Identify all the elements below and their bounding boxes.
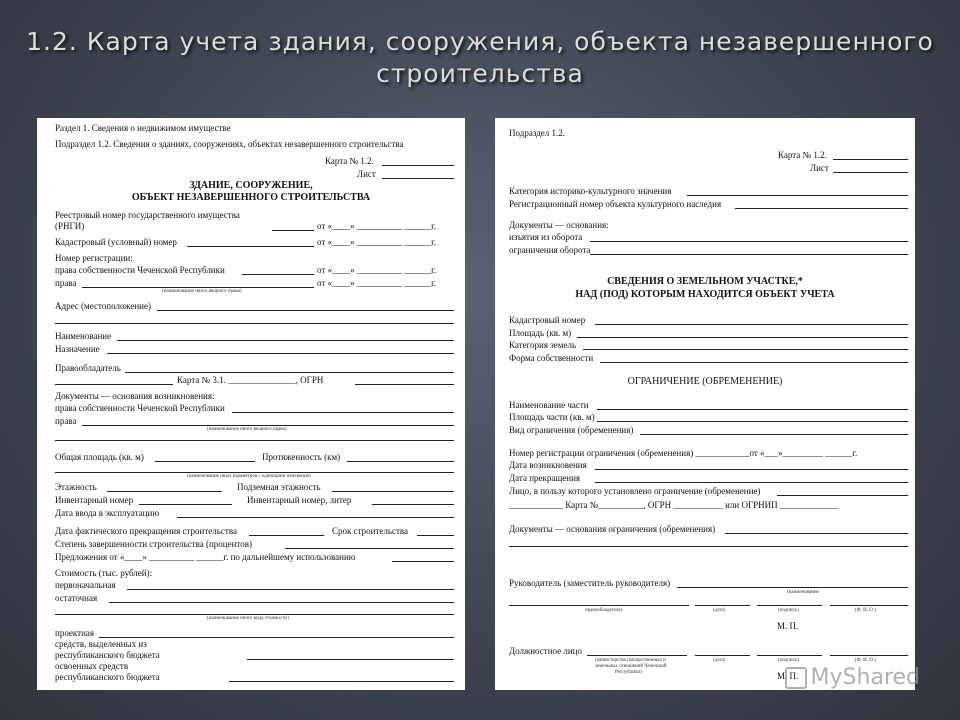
field-note: Республики) [615,670,642,675]
docs-right: права [55,416,77,426]
field-note: (Ф. И. О.) [855,658,876,663]
withdrawal-label: изъятия из оборота [509,232,583,242]
card-ogrn: Карта № 3.1. _______________, ОГРН [177,375,324,385]
doc-heading-1: ЗДАНИЕ, СООРУЖЕНИЕ, [189,180,313,191]
subsection-label: Подраздел 1.2. [509,128,566,138]
field-note: земельных отношений Чеченской [595,664,667,669]
build-period-label: Срок строительства [332,526,409,536]
heritage-category-label: Категория историко-культурного значения [509,186,672,196]
part-name-label: Наименование части [509,400,589,410]
proposals-label: Предложения от «____» __________ ______г. по дальнейшему использованию [55,552,356,562]
restriction-label: ограничения оборота [509,245,591,255]
commissioning-label: Дата ввода в эксплуатацию [55,508,160,518]
slide-title: 1.2. Карта учета здания, сооружения, объекта незавершенного строительства [26,27,934,88]
field-note: (наименование [787,590,819,595]
purpose-label: Назначение [55,344,100,354]
address-label: Адрес (местоположение) [55,301,151,311]
field-note: (Ф. И. О.) [855,608,876,613]
funds-label: средств, выделенных из [55,639,147,649]
head-label: Руководитель (заместитель руководителя) [509,578,671,588]
initial-cost-label: первоначальная [55,580,116,590]
inv-letter-label: Инвентарный номер, литер [247,495,352,505]
funds-label: республиканского бюджета [55,650,160,660]
end-date-label: Дата прекращения [509,473,581,483]
field-note: (наименование иного вещного права) [207,427,287,432]
subsection-label: Подраздел 1.2. Сведения о зданиях, сооружениях, объектах незавершенного строительства [55,139,404,149]
presentation-icon [785,667,807,689]
floors-label: Этажность [55,482,97,492]
watermark-logo [785,665,920,690]
document-page-left [37,118,465,690]
length-label: Протяженность (км) [262,452,341,462]
sheet-label: Лист [810,163,829,173]
field-note: (наименование иных параметров с единицами измерения) [187,474,311,479]
land-category-label: Категория земель [509,340,577,350]
card-ogrn: ____________ Карта №__________, ОГРН ___________ или ОГРНИП _____________ [509,500,839,510]
start-date-label: Дата возникновения [509,460,587,470]
registration-label: Номер регистрации: [55,253,133,263]
completion-label: Степень завершенности строительства (процентов) [55,539,252,549]
card-number: Карта № 1.2. [778,150,827,160]
stamp-place: М. П. [777,621,799,631]
funds-label: республиканского бюджета [55,672,160,682]
card-number: Карта № 1.2. [325,156,374,166]
land-ownership-label: Форма собственности [509,353,594,363]
official-label: Должностное лицо [509,646,582,656]
stamp-place: М. П. [777,671,799,681]
field-note: (наименование иного вещного права) [162,289,242,294]
total-area-label: Общая площадь (кв. м) [55,452,144,462]
field-note: (дата) [713,658,726,663]
reg-number-label: Реестровый номер государственного имущества [55,210,240,220]
field-note: (подпись) [778,658,799,663]
cadastral-label: Кадастровый (условный) номер [55,237,177,247]
residual-cost-label: остаточная [55,593,98,603]
encumbrance-heading: ОГРАНИЧЕНИЕ (ОБРЕМЕНЕНИЕ) [627,376,783,387]
date-field: от «____» __________ ______г. [317,221,436,231]
sheet-label: Лист [357,169,376,179]
name-label: Наименование [55,331,112,341]
land-cadastral-label: Кадастровый номер [509,315,586,325]
right-chechen-label: права собственности Чеченской Республики [55,265,225,275]
date-field: от «____» __________ ______г. [317,265,436,275]
section-label: Раздел 1. Сведения о недвижимом имуществе [55,123,231,133]
design-cost-label: проектная [55,628,95,638]
watermark-text: MyShared [810,665,920,690]
enc-type-label: Вид ограничения (обременения) [509,425,634,435]
reg-number-abbr: (РНГИ) [55,221,85,231]
stop-date-label: Дата фактического прекращения строительства [55,526,237,536]
docs-basis-label: Документы — основания возникновения: [55,391,215,401]
part-area-label: Площадь части (кв. м) [509,412,595,422]
cost-label: Стоимость (тыс. рублей): [55,568,153,578]
right-label: права [55,278,77,288]
date-field: от «____» __________ ______г. [317,278,436,288]
doc-heading-2: ОБЪЕКТ НЕЗАВЕРШЕННОГО СТРОИТЕЛЬСТВА [131,192,371,203]
field-note: (дата) [713,608,726,613]
heritage-reg-label: Регистрационный номер объекта культурного наследия [509,199,722,209]
field-note: (министерства имущественных и [595,658,666,663]
enc-reg-label: Номер регистрации ограничения (обременения) ____________от «___»_________ ______г. [509,448,858,458]
field-note: (наименование иного вида стоимости) [207,616,289,621]
holder-label: Правообладатель [55,363,121,373]
inv-number-label: Инвентарный номер [55,495,134,505]
enc-docs-label: Документы — основания ограничения (обременения) [509,524,716,534]
land-area-label: Площадь (кв. м) [509,328,572,338]
docs-basis-label: Документы — основания: [509,220,609,230]
land-heading-2: НАД (ПОД) КОТОРЫМ НАХОДИТСЯ ОБЪЕКТ УЧЕТА [575,289,835,300]
field-note: правообладателя) [585,608,623,613]
document-page-right [495,118,915,690]
funds-label: освоенных средств [55,661,129,671]
date-field: от «____» __________ ______г. [317,237,436,247]
underground-label: Подземная этажность [237,482,321,492]
field-note: (подпись) [778,608,799,613]
docs-right-chechen: права собственности Чеченской Республики [55,403,225,413]
beneficiary-label: Лицо, в пользу которого установлено ограничение (обременение) [509,486,761,496]
land-heading-1: СВЕДЕНИЯ О ЗЕМЕЛЬНОМ УЧАСТКЕ,* [607,276,803,287]
